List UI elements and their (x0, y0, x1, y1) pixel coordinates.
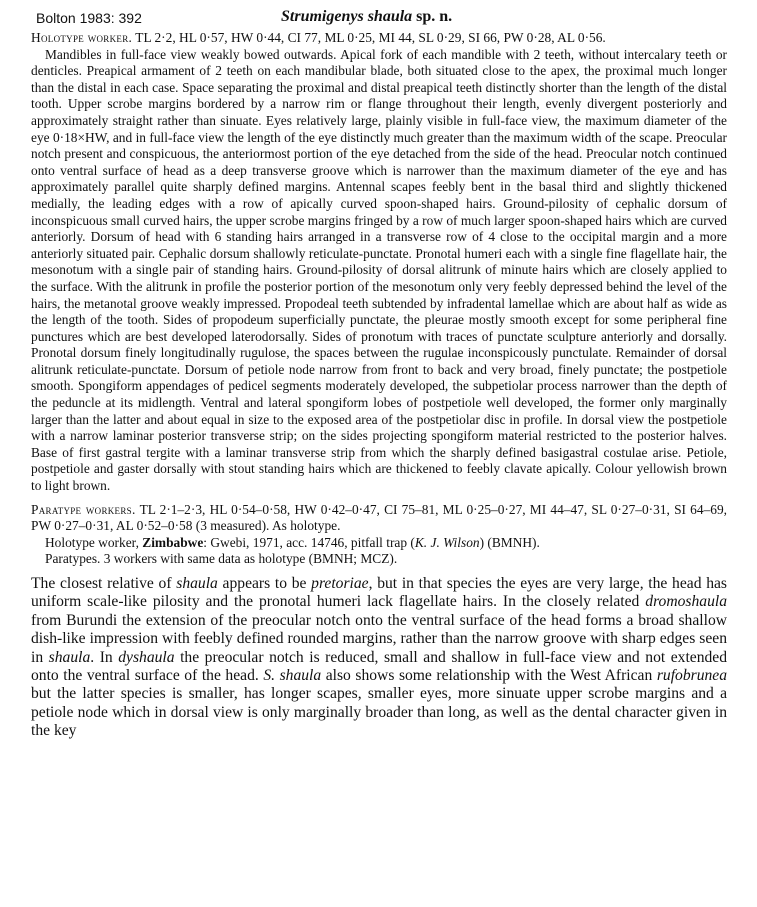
species-ref: S. shaula (263, 667, 322, 685)
material-text: Holotype worker, (45, 534, 143, 550)
material-text: ) (BMNH). (479, 534, 540, 550)
source-citation: Bolton 1983: 392 (36, 10, 142, 26)
species-ref: shaula (48, 648, 91, 666)
discussion-text: also shows some relationship with the West African (321, 667, 657, 685)
material-paratypes: Paratypes. 3 workers with same data as holotype (BMNH; MCZ). (45, 551, 398, 567)
material-country: Zimbabwe (142, 534, 204, 550)
species-ref: dromoshaula (645, 593, 727, 611)
holotype-description: Mandibles in full-face view weakly bowed outwards. Apical fork of each mandible with 2 teeth, without intercalary teeth or denticles. Preapical armament of 2 teeth on each mandibular blade, both situated close to the apex, the proximal much longer than the distal in each case. Space separating the proximal and distal preapical teeth distinctly shorter than the length of the distal tooth. Upper scrobe margins bordered by a narrow rim or flange throughout their length, evenly divergent posteriorly and approximately straight rather than sinuate. Eyes relatively large, plainly visible in full-face view, the maximum diameter of the eye 0·18×HW, and in full-face view the length of the eye distinctly much greater than the maximum width of the scape. Preocular notch present and conspicuous, the anteriormost portion of the eye detached from the side of the head. Preocular notch continued onto ventral surface of head as a deep transverse groove which is narrower than the maximum diameter of the eye and has approximately parallel quite sharply defined margins. Antennal scapes feebly bent in the basal third and slightly thickened medially, the leading edges with a row of apically curved spoon-shaped hairs. Ground-pilosity of cephalic dorsum of inconspicuous small curved hairs, the upper scrobe margins fringed by a row of much larger spoon-shaped hairs which are curved anteriorly. Dorsum of head with 6 standing hairs arranged in a transverse row of 4 close to the occipital margin and a more anteriorly situated pair. Cephalic dorsum shallowly reticulate-punctate. Pronotal humeri each with a single fine flagellate hair, the mesonotum with a single pair of standing hairs. Ground-pilosity of dorsal alitrunk of minute hairs which are closely applied to the surface. With the alitrunk in profile the posterior portion of the mesonotum only very feebly depressed behind the level of the hairs, the metanotal groove weakly impressed. Propodeal teeth subtended by infradental lamellae which are about half as wide as the length of the tooth. Sides of propodeum superficially punctate, the pleurae mostly smooth except for some peripheral fine punctures which are best developed laterodorsally. Sides of pronotum with traces of punctate sculpture anteriorly and dorsally. Pronotal dorsum finely longitudinally rugulose, the spaces between the rugulae inconspicously punctulate. Remainder of dorsal alitrunk reticulate-punctate. Dorsum of petiole node narrow from front to back and very broad, finely punctate; the postpetiole smooth. Spongiform appendages of pedicel segments moderately developed, the subpetiolar process narrower than the depth of the peduncle at its midlength. Ventral and lateral spongiform lobes of postpetiole well developed, the former only marginally larger than the latter and about equal in size to the exposed area of the postpetiolar disc in profile. In dorsal view the postpetiole with a narrow laminar posterior transverse strip; on the sides projecting spongiform material restricted to the posterior halves. Base of first gastral tergite with a laminar transverse strip from which the sharply defined basigastral costulae arise. Petiole, postpetiole and gaster dorsally with stout standing hairs which are thickened to feebly clavate apically. Colour yellowish brown to light brown. (31, 46, 727, 494)
holotype-measurement-values: TL 2·2, HL 0·57, HW 0·44, CI 77, ML 0·25, MI 44, SL 0·29, SI 66, PW 0·28, AL 0·56. (132, 30, 606, 45)
holotype-measurements (31, 30, 727, 47)
material-text: : Gwebi, 1971, acc. 14746, pitfall trap ( (203, 534, 415, 550)
paratype-measurement-values: TL 2·1–2·3, HL 0·54–0·58, HW 0·42–0·47, CI 75–81, ML 0·25–0·27, MI 44–47, SL 0·27–0·31, SI 64–69, PW 0·27–0·31, AL 0·52–0·58 (3 measured). As holotype. (31, 501, 728, 534)
discussion-text: appears to be (217, 575, 312, 592)
discussion-text: The closest relative of (31, 575, 177, 592)
page-header (31, 8, 727, 30)
discussion-text: but the latter species is smaller, has longer scapes, smaller eyes, more sinuate upper scrobe margins and a petiole node which in dorsal view is only marginally broader than long, as well as the dental character given in the key (31, 685, 727, 740)
species-ref: dyshaula (118, 648, 175, 666)
paratype-measurements (31, 502, 727, 535)
discussion-text: , but in that species the eyes are very large, the head has uniform scale-like pilosity and the pronotal humeri lack flagellate hairs. In the closely related (31, 575, 727, 611)
discussion-text: the preocular notch is reduced, small and shallow in full-face view and not extended onto the ventral surface of the head. (31, 648, 728, 685)
species-title (281, 8, 452, 26)
material-holotype (31, 535, 727, 552)
discussion-text: . In (90, 648, 119, 666)
species-ref: shaula (176, 575, 218, 592)
species-name: Strumigenys shaula (281, 8, 413, 25)
species-ref: pretoriae (311, 575, 369, 592)
species-ref: rufobrunea (656, 667, 728, 685)
discussion-paragraph (31, 575, 727, 741)
discussion-text: from Burundi the extension of the preocular notch onto the ventral surface of the head forms a broad shallow dish-like impression with feebly defined rounded margins, rather than the narrow groove with sharp edges seen in (31, 611, 727, 666)
material-collector: K. J. Wilson (414, 534, 480, 550)
paratype-heading: Paratype workers. (31, 501, 136, 517)
holotype-heading: Holotype worker. (31, 30, 133, 45)
species-status: sp. n. (412, 8, 453, 25)
